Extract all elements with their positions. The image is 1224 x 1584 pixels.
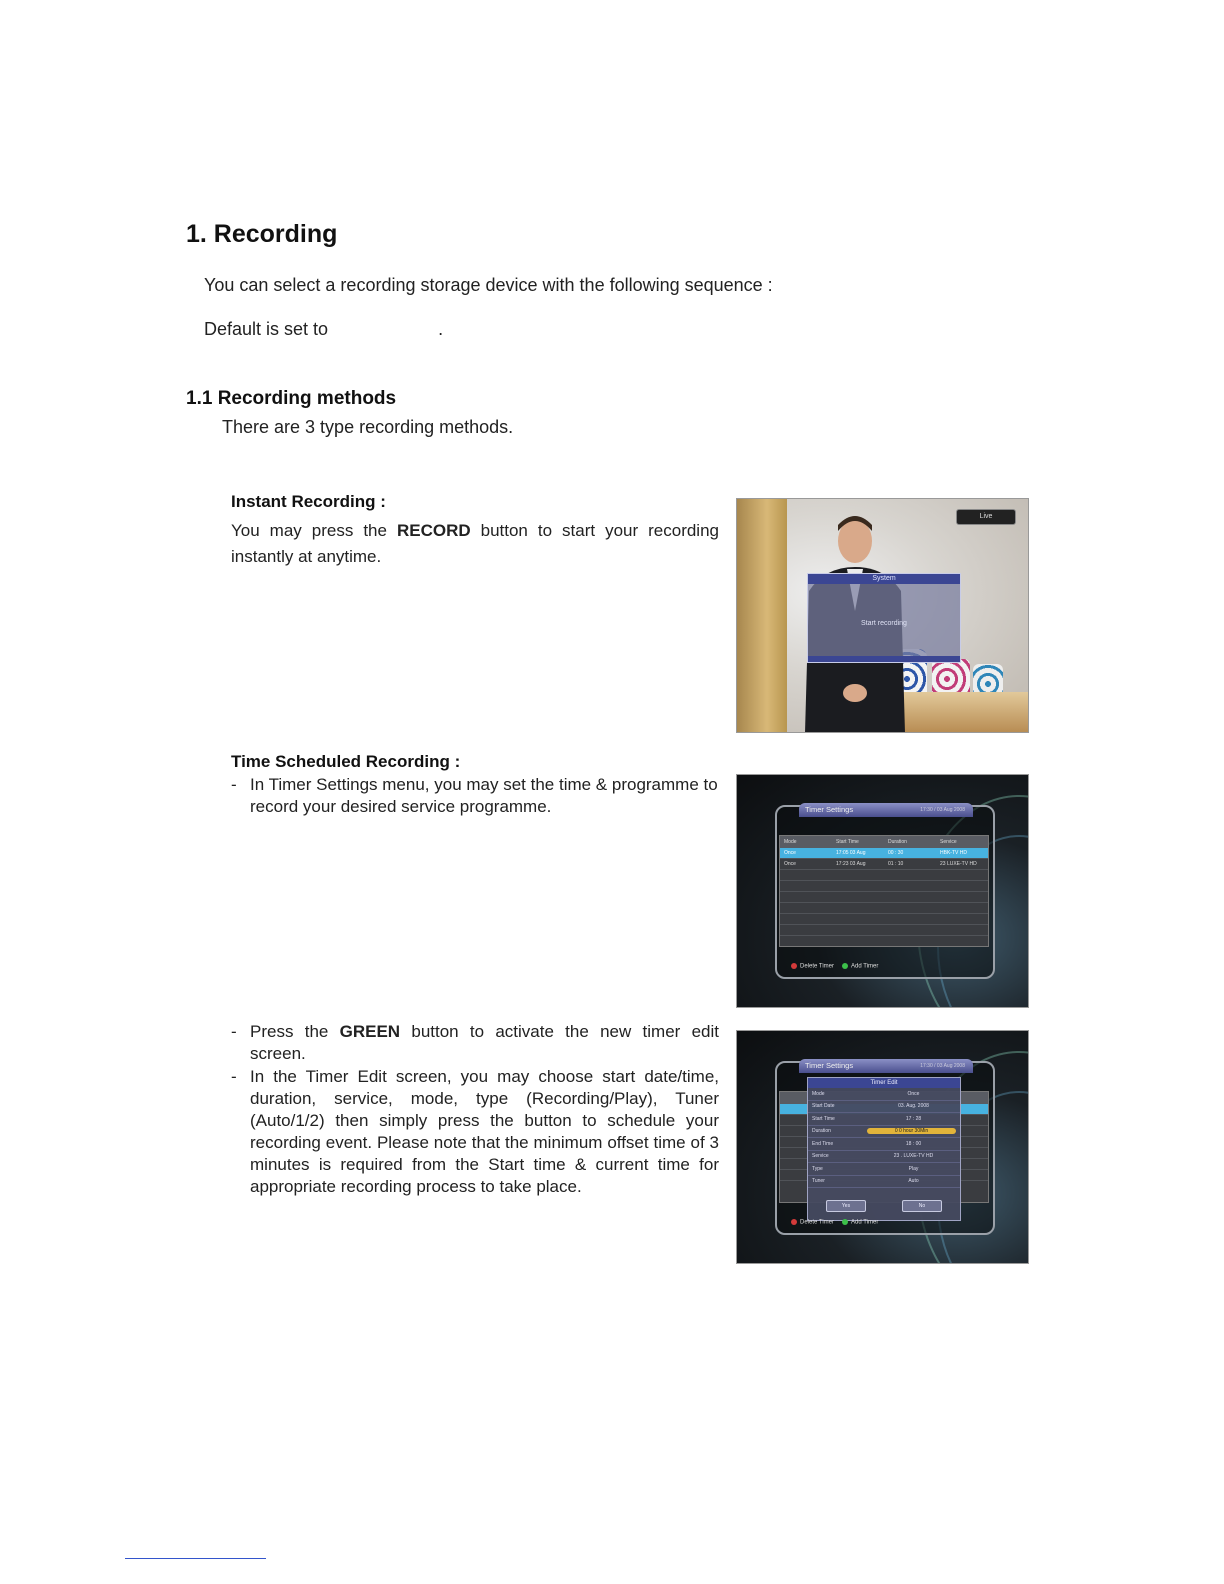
timer-edit-title: Timer Edit — [808, 1078, 960, 1088]
live-recording-screenshot — [736, 498, 1029, 733]
timer-settings-title — [799, 803, 973, 817]
bullet-2-before: Press the — [250, 1022, 340, 1041]
timer-clock: 17:30 / 03 Aug 2008 — [920, 1063, 965, 1069]
field-value: Play — [908, 1165, 919, 1172]
yes-button[interactable]: Yes — [826, 1200, 866, 1212]
green-button-label: GREEN — [339, 1022, 401, 1041]
field-value: 18 : 00 — [905, 1140, 922, 1147]
section-title: 1. Recording — [186, 220, 338, 248]
timer-settings-screenshot — [736, 774, 1029, 1008]
col-start-time: Start Time — [836, 839, 859, 845]
field-type[interactable] — [808, 1163, 960, 1176]
delete-timer-button[interactable] — [791, 1219, 834, 1226]
field-tuner[interactable] — [808, 1176, 960, 1189]
col-mode: Mode — [784, 839, 797, 845]
footnote-divider — [125, 1558, 266, 1559]
scheduled-recording-title: Time Scheduled Recording : — [231, 752, 461, 771]
field-start-time[interactable] — [808, 1113, 960, 1126]
field-value: 0 0 hour 30Min — [867, 1128, 956, 1134]
col-duration: Duration — [888, 839, 907, 845]
cell: Once — [784, 861, 796, 867]
cell: 00 : 30 — [888, 850, 904, 856]
field-label: Service — [812, 1153, 829, 1160]
field-label: End Time — [812, 1140, 834, 1147]
green-button-icon — [842, 963, 848, 969]
scheduled-recording-block — [231, 752, 719, 818]
timer-edit-screenshot — [736, 1030, 1029, 1264]
table-row[interactable] — [780, 859, 988, 870]
instant-recording-title: Instant Recording : — [231, 492, 386, 511]
field-end-time[interactable] — [808, 1138, 960, 1151]
field-label: Start Time — [812, 1115, 835, 1122]
add-timer-button[interactable] — [842, 1219, 878, 1226]
field-value: Once — [907, 1090, 920, 1097]
timer-footer — [779, 1215, 991, 1229]
timer-settings-title-text: Timer Settings — [805, 1061, 854, 1070]
subsection-intro: There are 3 type recording methods. — [222, 417, 514, 437]
bullet-dash: - — [231, 1022, 237, 1041]
field-mode[interactable] — [808, 1088, 960, 1101]
bullet-2-after: button to activate the new timer edit screen. — [250, 1022, 719, 1063]
system-dialog-text: Start recording — [861, 620, 907, 627]
live-tag: Live — [956, 509, 1016, 525]
red-button-icon — [791, 963, 797, 969]
field-value: 17 : 28 — [905, 1115, 922, 1122]
timer-table — [779, 835, 989, 947]
bullet-dash: - — [231, 775, 237, 794]
subsection-title: 1.1 Recording methods — [186, 388, 397, 409]
table-row[interactable] — [780, 848, 988, 859]
timer-settings-title — [799, 1059, 973, 1073]
field-label: Type — [812, 1165, 823, 1172]
no-button[interactable]: No — [902, 1200, 942, 1212]
add-timer-label: Add Timer — [851, 963, 879, 970]
cell: 17:05 03 Aug — [836, 850, 866, 856]
intro-line-1: You can select a recording storage device with the following sequence : — [204, 275, 773, 295]
timer-table-header — [780, 836, 988, 848]
field-label: Start Date — [812, 1103, 835, 1110]
delete-timer-label: Delete Timer — [800, 963, 835, 970]
instant-recording-block — [231, 492, 719, 570]
field-service[interactable] — [808, 1151, 960, 1164]
timer-clock: 17:30 / 03 Aug 2008 — [920, 807, 965, 813]
red-button-icon — [791, 1219, 797, 1225]
field-value: Auto — [908, 1178, 919, 1185]
intro-line-2-prefix: Default is set to — [204, 319, 329, 339]
field-value: 03. Aug. 2008 — [898, 1103, 929, 1110]
cell: 23 LUXE-TV HD — [940, 861, 977, 867]
bullet-dash: - — [231, 1067, 237, 1086]
green-button-icon — [842, 1219, 848, 1225]
field-duration[interactable] — [808, 1126, 960, 1139]
bullet-3-text: In the Timer Edit screen, you may choose start date/time, duration, service, mode, type (Recording/Play), Tuner (Auto/1/2) then simply press the button to schedule your recording event. Please note that the minimum offset time of 3 minutes is required from the Start time & current time for appropriate recording process to take place. — [250, 1067, 719, 1196]
cell: Once — [784, 850, 796, 856]
scheduled-bullet-2 — [231, 1021, 719, 1065]
bullet-1-text: In Timer Settings menu, you may set the time & programme to record your desired service programme. — [250, 775, 718, 816]
intro-line-2 — [204, 319, 443, 340]
timer-edit-dialog — [807, 1077, 961, 1221]
field-label: Duration — [812, 1128, 831, 1135]
scheduled-bullet-3 — [231, 1066, 719, 1198]
timer-edit-block — [231, 1021, 719, 1198]
cell: HBK-TV HD — [940, 850, 967, 856]
instant-text-before: You may press the — [231, 521, 397, 540]
timer-settings-title-text: Timer Settings — [805, 805, 854, 814]
col-service: Service — [940, 839, 957, 845]
add-timer-label: Add Timer — [851, 1219, 879, 1226]
cell: 17:23 03 Aug — [836, 861, 866, 867]
delete-timer-button[interactable] — [791, 963, 834, 970]
system-dialog-title: System — [808, 574, 960, 584]
system-dialog — [807, 573, 961, 663]
instant-recording-text — [231, 518, 719, 570]
cell: 01 : 10 — [888, 861, 904, 867]
intro-line-2-suffix: . — [438, 319, 444, 339]
add-timer-button[interactable] — [842, 963, 878, 970]
instant-text-after: button to start your recording instantly at anytime. — [231, 521, 719, 566]
delete-timer-label: Delete Timer — [800, 1219, 835, 1226]
timer-footer — [779, 959, 991, 973]
scheduled-bullet-1 — [231, 774, 719, 818]
field-value: 23 . LUXE-TV HD — [893, 1153, 934, 1160]
field-label: Tuner — [812, 1178, 825, 1185]
field-label: Mode — [812, 1090, 825, 1097]
record-button-label: RECORD — [396, 521, 471, 540]
field-start-date[interactable] — [808, 1101, 960, 1114]
